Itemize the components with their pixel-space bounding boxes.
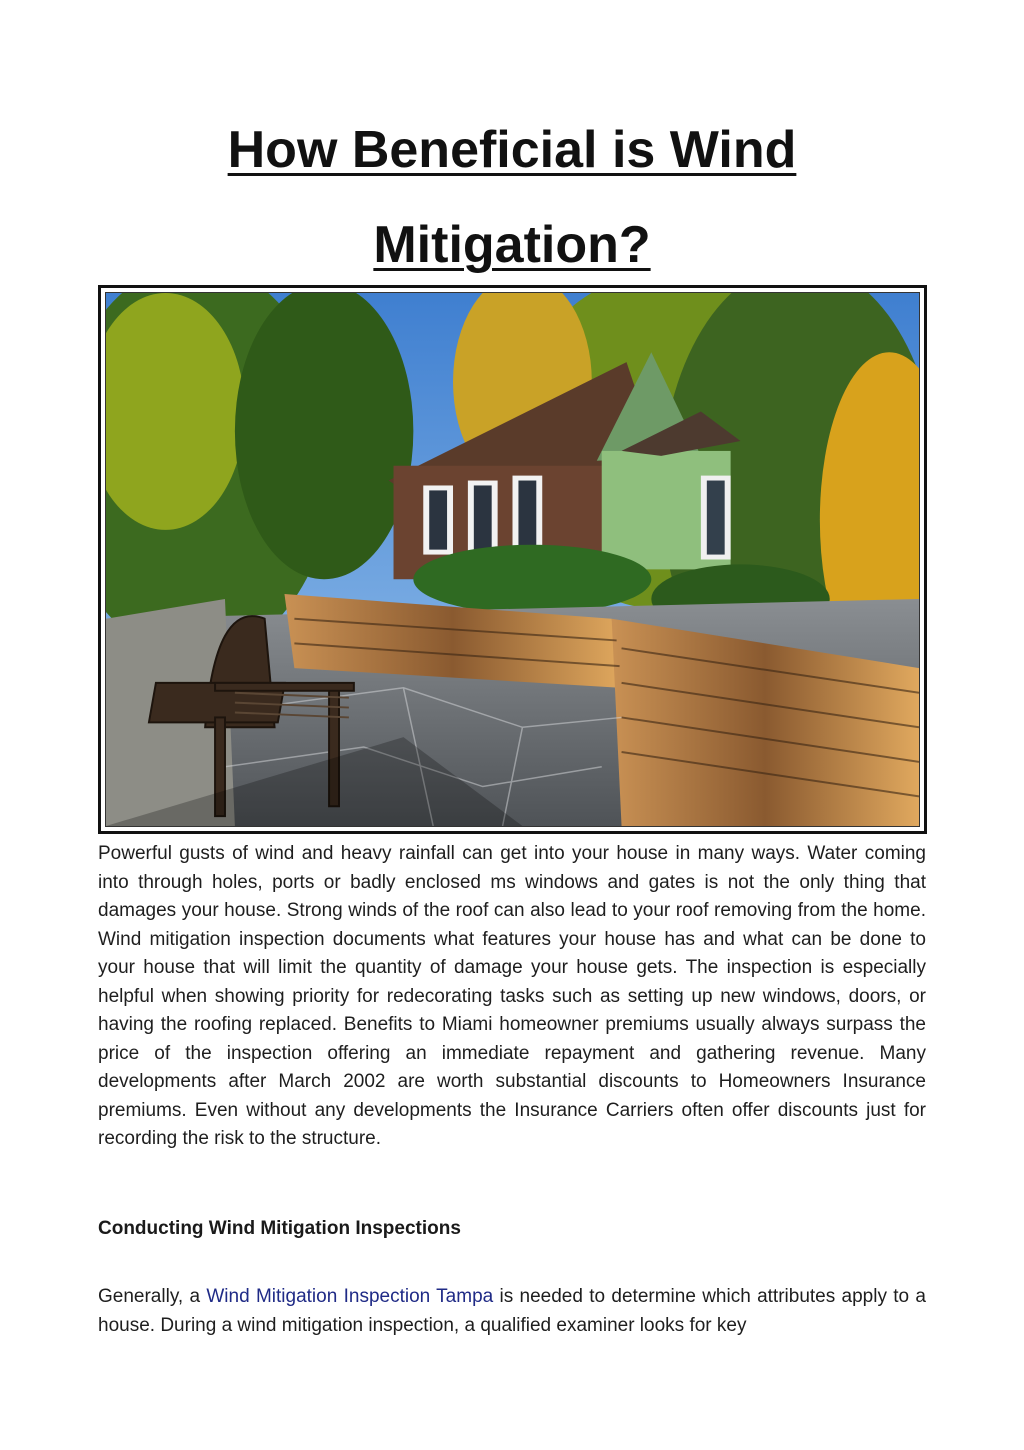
house-photo — [105, 292, 920, 827]
house-illustration — [106, 293, 919, 826]
inspection-paragraph — [98, 1283, 926, 1340]
intro-paragraph: Powerful gusts of wind and heavy rainfall can get into your house in many ways. Water coming into through holes, ports or badly enclosed ms windows and gates is not the only thing that damages your house. Strong winds of the roof can also lead to your roof removing from the home. Wind mitigation inspection documents what features your house has and what can be done to your house that will limit the quantity of damage your house gets. The inspection is especially helpful when showing priority for redecorating tasks such as setting up new windows, doors, or having the roofing replaced. Benefits to Miami homeowner premiums usually always surpass the price of the inspection offering an immediate repayment and gathering revenue. Many developments after March 2002 are worth substantial discounts to Homeowners Insurance premiums. Even without any developments the Insurance Carriers often offer discounts just for recording the risk to the structure. — [98, 843, 926, 1149]
wind-mitigation-tampa-link[interactable]: Wind Mitigation Inspection Tampa — [206, 1286, 494, 1307]
paragraph-text-start: Generally, a — [98, 1286, 207, 1307]
page-title-line-2: Mitigation? — [373, 216, 651, 274]
paragraph-text-end: is needed to determine which attributes apply to a house. During a wind mitigation inspection, a qualified examiner looks for key — [98, 1286, 926, 1336]
page-title-line-1: How Beneficial is Wind — [227, 121, 797, 179]
house-photo-frame — [98, 285, 927, 834]
section-heading: Conducting Wind Mitigation Inspections — [98, 1218, 461, 1239]
